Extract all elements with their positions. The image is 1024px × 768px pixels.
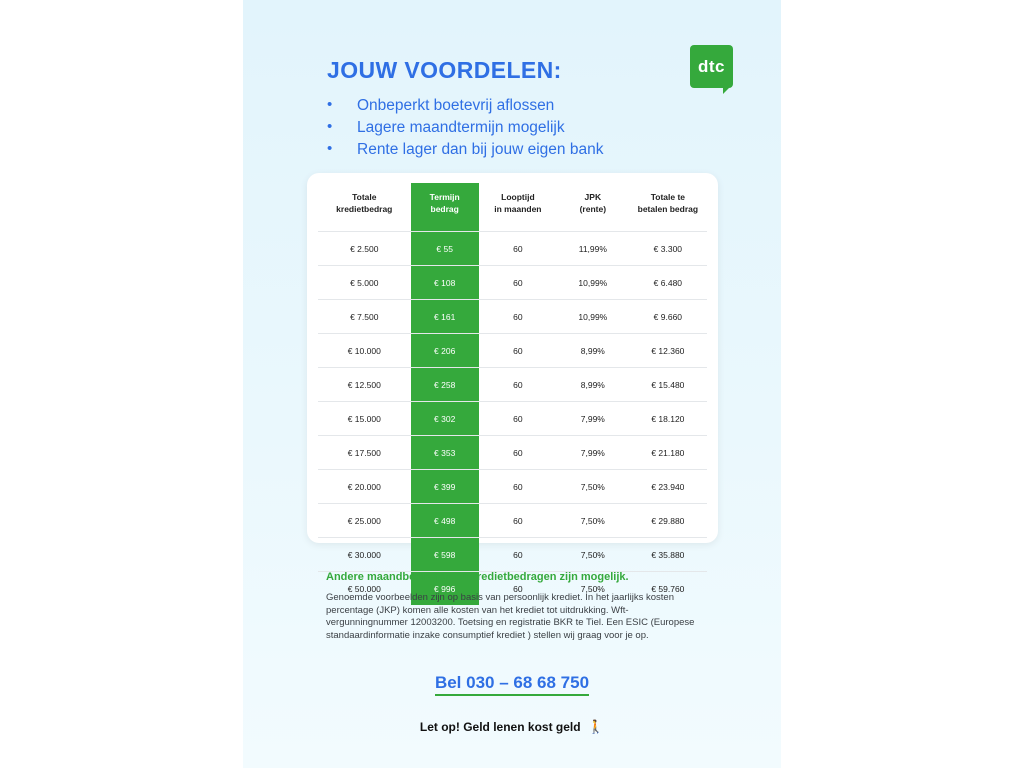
- list-item: • Rente lager dan bij jouw eigen bank: [327, 139, 727, 161]
- list-item: • Onbeperkt boetevrij aflossen: [327, 95, 727, 117]
- legal-warning-label: Let op! Geld lenen kost geld: [419, 720, 581, 734]
- walking-person-icon: 🚶: [587, 719, 605, 734]
- cell-termijnbedrag: € 108: [411, 266, 479, 300]
- cell-kredietbedrag: € 7.500: [318, 300, 411, 334]
- phone-number[interactable]: [0, 673, 1024, 693]
- note-title: Andere maandbedragen en kredietbedragen zijn mogelijk.: [326, 571, 629, 583]
- cell-looptijd: 60: [513, 583, 523, 594]
- cell-totaal: € 35.880: [629, 538, 707, 572]
- table-row: [318, 470, 707, 504]
- cell-totaal: € 12.360: [629, 334, 707, 368]
- column-header-line2: betalen bedrag: [637, 204, 699, 214]
- cell-kredietbedrag: € 50.000: [347, 583, 381, 594]
- cell-totaal: € 59.760: [651, 583, 685, 594]
- cell-jpk: 7,50%: [557, 504, 629, 538]
- column-header-totale-kredietbedrag: [318, 183, 411, 232]
- legal-warning: [0, 719, 1024, 735]
- rates-table-body: [318, 232, 707, 606]
- cell-kredietbedrag: € 25.000: [318, 504, 411, 538]
- column-header-termijn-bedrag: [411, 183, 479, 232]
- cell-termijnbedrag: € 498: [411, 504, 479, 538]
- cell-termijnbedrag: € 399: [411, 470, 479, 504]
- cell-kredietbedrag: € 20.000: [318, 470, 411, 504]
- column-header-line2: in maanden: [494, 204, 542, 214]
- cell-looptijd: 60: [479, 232, 557, 266]
- column-header-looptijd: [479, 183, 557, 232]
- note-body: Genoemde voorbeelden zijn op basis van persoonlijk krediet. In het jaarlijks kosten percentage (JKP) komen alle kosten van het krediet tot uitdrukking. Wft-vergunningnummer 12003200. Toetsing en registratie BKR te Tiel. Een ESIC (Europese standaardinformatie inzake consumptief krediet ) stellen wij graag voor je op.: [326, 592, 695, 641]
- cell-jpk: 7,50%: [580, 583, 605, 594]
- cell-termijnbedrag: € 302: [411, 402, 479, 436]
- cell-kredietbedrag: € 17.500: [318, 436, 411, 470]
- table-row: [318, 232, 707, 266]
- table-header-row: [318, 183, 707, 232]
- cell-looptijd: 60: [479, 334, 557, 368]
- column-header-line2: (rente): [579, 204, 607, 214]
- cell-kredietbedrag: € 2.500: [318, 232, 411, 266]
- cell-jpk: 11,99%: [557, 232, 629, 266]
- cell-termijnbedrag: € 55: [411, 232, 479, 266]
- cell-jpk: 7,50%: [557, 470, 629, 504]
- column-header-jpk: [557, 183, 629, 232]
- cell-looptijd: 60: [479, 436, 557, 470]
- cell-termijnbedrag: € 161: [411, 300, 479, 334]
- cell-termijnbedrag: € 598: [411, 538, 479, 572]
- cell-looptijd: 60: [479, 266, 557, 300]
- cell-jpk: 10,99%: [557, 300, 629, 334]
- table-row: [318, 504, 707, 538]
- cell-looptijd: 60: [479, 470, 557, 504]
- table-row: [318, 334, 707, 368]
- cell-termijnbedrag: € 258: [411, 368, 479, 402]
- cell-jpk: 8,99%: [557, 368, 629, 402]
- cell-totaal: € 6.480: [629, 266, 707, 300]
- cell-totaal: € 15.480: [629, 368, 707, 402]
- column-header-line1: JPK: [584, 192, 602, 202]
- cell-kredietbedrag: € 10.000: [318, 334, 411, 368]
- table-row: [318, 300, 707, 334]
- cell-jpk: 7,50%: [557, 538, 629, 572]
- cell-totaal: € 9.660: [629, 300, 707, 334]
- table-row: [318, 538, 707, 572]
- column-header-totale-te-betalen: [629, 183, 707, 232]
- table-row: [318, 402, 707, 436]
- column-header-line2: kredietbedrag: [336, 204, 393, 214]
- column-header-line1: Looptijd: [501, 192, 535, 202]
- table-row: [318, 436, 707, 470]
- cell-totaal: € 29.880: [629, 504, 707, 538]
- cell-jpk: 10,99%: [557, 266, 629, 300]
- phone-number-label: Bel 030 – 68 68 750: [435, 673, 589, 696]
- cell-kredietbedrag: € 30.000: [318, 538, 411, 572]
- cell-termijnbedrag: € 996: [411, 572, 479, 606]
- cell-totaal: € 23.940: [629, 470, 707, 504]
- cell-totaal: € 3.300: [629, 232, 707, 266]
- cell-looptijd: 60: [479, 402, 557, 436]
- cell-kredietbedrag: € 15.000: [318, 402, 411, 436]
- column-header-line1: Termijn: [429, 192, 460, 202]
- list-item: • Lagere maandtermijn mogelijk: [327, 117, 727, 139]
- cell-jpk: 7,99%: [557, 436, 629, 470]
- cell-termijnbedrag: € 206: [411, 334, 479, 368]
- table-row: [318, 266, 707, 300]
- page-title: JOUW VOORDELEN:: [327, 57, 562, 83]
- cell-jpk: 7,99%: [557, 402, 629, 436]
- cell-totaal: € 21.180: [629, 436, 707, 470]
- column-header-line2: bedrag: [430, 204, 459, 214]
- cell-looptijd: 60: [479, 300, 557, 334]
- cell-totaal: € 18.120: [629, 402, 707, 436]
- dtc-logo-label: dtc: [698, 56, 725, 76]
- cell-termijnbedrag: € 353: [411, 436, 479, 470]
- cell-looptijd: 60: [479, 504, 557, 538]
- column-header-line1: Totale te: [650, 192, 686, 202]
- rates-table: [318, 183, 707, 605]
- benefits-list: [327, 95, 727, 161]
- column-header-line1: Totale: [352, 192, 377, 202]
- cell-jpk: 8,99%: [557, 334, 629, 368]
- cell-kredietbedrag: € 12.500: [318, 368, 411, 402]
- cell-kredietbedrag: € 5.000: [318, 266, 411, 300]
- table-row: [318, 368, 707, 402]
- cell-looptijd: 60: [479, 538, 557, 572]
- cell-looptijd: 60: [479, 368, 557, 402]
- dtc-logo: [690, 45, 733, 88]
